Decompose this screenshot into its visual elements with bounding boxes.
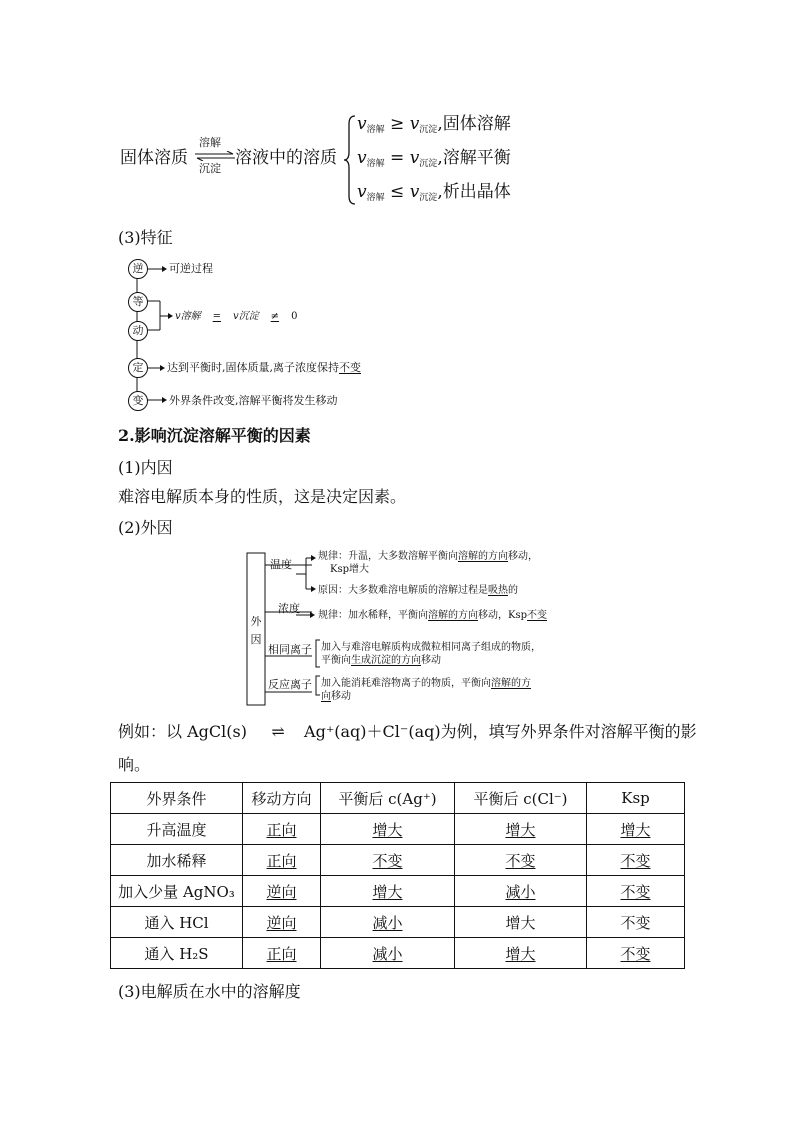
table-row bbox=[111, 907, 685, 938]
table-cell bbox=[111, 938, 243, 969]
equilibrium-arrow-icon: ⇌ bbox=[271, 722, 285, 741]
arrow-label-dissolve: 溶解 bbox=[199, 136, 221, 149]
cell-value: 升高温度 bbox=[146, 820, 207, 839]
dissolve-precipitate-arrow bbox=[195, 136, 235, 180]
common-ion-line1: 加入与难溶电解质构成微粒相同离子组成的物质， bbox=[321, 642, 541, 653]
cell-value: 减小 bbox=[372, 944, 403, 963]
cell-value: 通入 HCl bbox=[144, 913, 209, 932]
cell-value: 不变 bbox=[372, 851, 403, 870]
header-direction: 移动方向 bbox=[243, 783, 321, 814]
feature-circle-fixed: 定 bbox=[128, 358, 148, 378]
table-cell bbox=[455, 845, 587, 876]
example-sentence: 例如：以 AgCl(s) ⇌ Ag⁺(aq)＋Cl⁻(aq)为例，填写外界条件对溶解平衡的影 bbox=[118, 722, 697, 741]
case-equilibrium: $v_{溶解} = v_{沉淀}$,溶解平衡 bbox=[357, 148, 511, 169]
table-cell bbox=[321, 907, 455, 938]
header-c-cl: 平衡后 c(Cl⁻) bbox=[455, 783, 587, 814]
table-cell bbox=[321, 938, 455, 969]
table-cell bbox=[587, 845, 685, 876]
table-cell bbox=[455, 814, 587, 845]
feature-circle-change: 变 bbox=[128, 391, 148, 411]
cell-value: 增大 bbox=[372, 882, 403, 901]
factor-concentration: 浓度 bbox=[278, 602, 300, 615]
cell-value: 增大 bbox=[505, 820, 536, 839]
table-cell bbox=[243, 876, 321, 907]
case-precipitate: $v_{溶解} \le v_{沉淀}$,析出晶体 bbox=[357, 182, 511, 203]
case-dissolve: $v_{溶解} \ge v_{沉淀}$,固体溶解 bbox=[357, 114, 511, 135]
cell-value: 正向 bbox=[266, 820, 297, 839]
header-c-ag: 平衡后 c(Ag⁺) bbox=[321, 783, 455, 814]
feature-rate-relation: v溶解 = v沉淀 ≠ 0 bbox=[175, 311, 298, 322]
left-brace-icon bbox=[343, 114, 357, 206]
cell-value: 增大 bbox=[505, 944, 536, 963]
cell-value: 减小 bbox=[372, 913, 403, 932]
table-cell bbox=[111, 814, 243, 845]
common-ion-line2: 平衡向生成沉淀的方向移动 bbox=[321, 655, 441, 666]
eq-solid: 固体溶质 bbox=[120, 148, 188, 168]
table-cell bbox=[243, 938, 321, 969]
cell-value: 不变 bbox=[505, 851, 536, 870]
table-row bbox=[111, 814, 685, 845]
feature-circle-equal: 等 bbox=[128, 292, 148, 312]
eq-solution: 溶液中的溶质 bbox=[235, 148, 337, 168]
table-cell bbox=[321, 876, 455, 907]
reactive-ion-line2: 向移动 bbox=[321, 691, 351, 702]
feature-text-change: 外界条件改变,溶解平衡将发生移动 bbox=[169, 394, 338, 407]
section3-heading: (3)电解质在水中的溶解度 bbox=[118, 982, 301, 1001]
cell-value: 逆向 bbox=[266, 882, 297, 901]
header-ksp: Ksp bbox=[587, 783, 685, 814]
feature-circle-dynamic: 动 bbox=[128, 321, 148, 341]
temperature-reason: 原因：大多数难溶电解质的溶解过程是吸热的 bbox=[318, 585, 518, 596]
table-row bbox=[111, 876, 685, 907]
factors-root: 外因 bbox=[250, 615, 262, 646]
table-cell bbox=[587, 814, 685, 845]
table-row bbox=[111, 845, 685, 876]
table-cell bbox=[243, 907, 321, 938]
feature-text-reversible: 可逆过程 bbox=[169, 262, 213, 275]
cell-value: 增大 bbox=[505, 913, 536, 932]
cell-value: 逆向 bbox=[266, 913, 297, 932]
table-cell bbox=[587, 876, 685, 907]
factor-temperature: 温度 bbox=[270, 558, 292, 571]
internal-heading: (1)内因 bbox=[118, 458, 173, 477]
effects-table bbox=[110, 782, 685, 969]
table-header-row bbox=[111, 783, 685, 814]
concentration-rule: 规律：加水稀释，平衡向溶解的方向移动，Ksp不变 bbox=[318, 610, 548, 621]
cell-value: 加水稀释 bbox=[146, 851, 207, 870]
cell-value: 通入 H₂S bbox=[144, 944, 209, 963]
external-heading: (2)外因 bbox=[118, 518, 173, 537]
table-cell bbox=[243, 845, 321, 876]
table-cell bbox=[455, 938, 587, 969]
temperature-rule-line2: Ksp增大 bbox=[330, 564, 370, 575]
table-row bbox=[111, 938, 685, 969]
table-cell bbox=[455, 876, 587, 907]
reactive-ion-line1: 加入能消耗难溶物离子的物质，平衡向溶解的方 bbox=[321, 678, 531, 689]
table-cell bbox=[455, 907, 587, 938]
cell-value: 增大 bbox=[372, 820, 403, 839]
cell-value: 不变 bbox=[620, 882, 651, 901]
table-cell bbox=[243, 814, 321, 845]
feature-circle-reversible: 逆 bbox=[128, 259, 148, 279]
table-cell bbox=[321, 814, 455, 845]
factor-reactive-ion: 反应离子 bbox=[268, 678, 312, 691]
table-cell bbox=[587, 907, 685, 938]
table-cell bbox=[321, 845, 455, 876]
equilibrium-arrow-icon bbox=[195, 151, 235, 161]
table-cell bbox=[111, 845, 243, 876]
feature-text-fixed: 达到平衡时,固体质量,离子浓度保持不变 bbox=[167, 361, 361, 374]
section2-heading: 2.影响沉淀溶解平衡的因素 bbox=[118, 426, 311, 445]
cell-value: 不变 bbox=[620, 913, 651, 932]
header-condition: 外界条件 bbox=[111, 783, 243, 814]
cell-value: 正向 bbox=[266, 944, 297, 963]
cell-value: 不变 bbox=[620, 944, 651, 963]
cell-value: 正向 bbox=[266, 851, 297, 870]
table-cell bbox=[111, 876, 243, 907]
example-sentence-line2: 响。 bbox=[118, 755, 151, 774]
factor-common-ion: 相同离子 bbox=[268, 643, 312, 656]
cell-value: 加入少量 AgNO₃ bbox=[118, 882, 235, 901]
temperature-rule: 规律：升温，大多数溶解平衡向溶解的方向移动， bbox=[318, 551, 538, 562]
cell-value: 减小 bbox=[505, 882, 536, 901]
cell-value: 不变 bbox=[620, 851, 651, 870]
cell-value: 增大 bbox=[620, 820, 651, 839]
table-cell bbox=[111, 907, 243, 938]
internal-text: 难溶电解质本身的性质，这是决定因素。 bbox=[118, 487, 407, 506]
arrow-label-precipitate: 沉淀 bbox=[199, 162, 221, 175]
table-cell bbox=[587, 938, 685, 969]
features-heading: (3)特征 bbox=[118, 228, 173, 247]
